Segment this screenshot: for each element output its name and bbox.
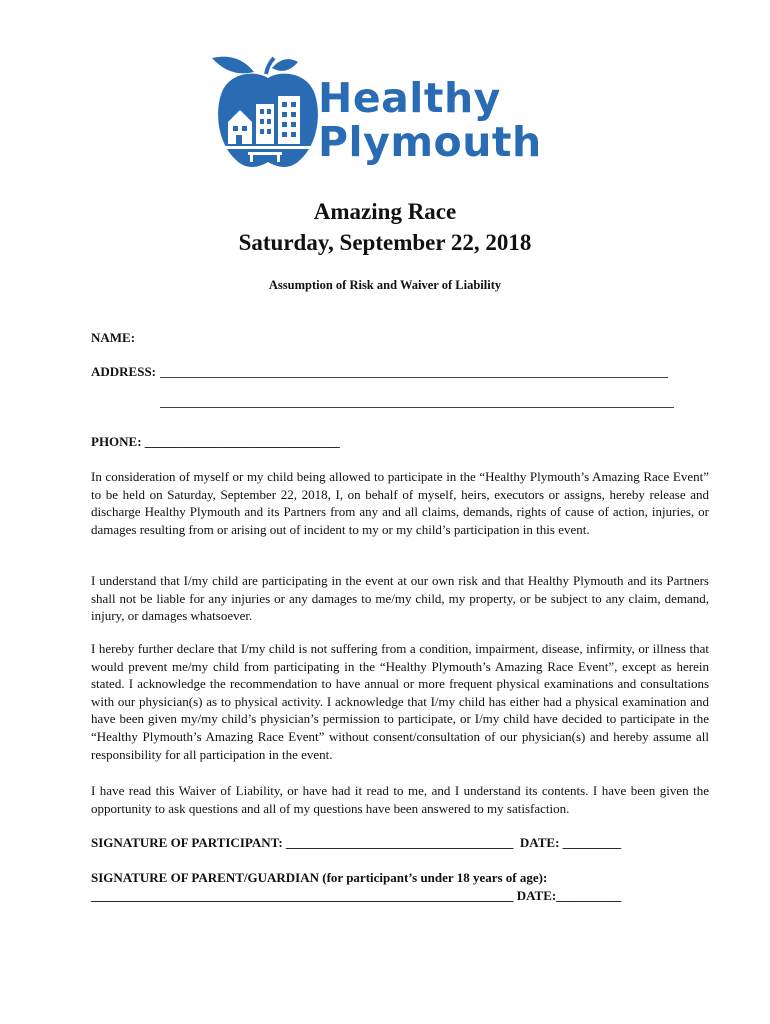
- address-line-2[interactable]: [160, 394, 674, 408]
- waiver-paragraph-1: In consideration of myself or my child being allowed to participate in the “Healthy Plymouth’s Amazing Race Event” to be held on Saturday, September 22, 2018, I, on behalf of myself, heirs, executors or assigns, hereby release and discharge Healthy Plymouth and its Partners from any and all claims, demands, rights of cause of action, injuries, or damages resulting from or arising out of incident to my or my child’s participation in this event.: [91, 469, 709, 537]
- page-title: Amazing Race: [313, 199, 457, 224]
- guardian-signature-label: SIGNATURE OF PARENT/GUARDIAN (for participant’s under 18 years of age):: [91, 870, 548, 885]
- participant-signature-line[interactable]: SIGNATURE OF PARTICIPANT: ___________________________________ DATE: _________: [91, 835, 622, 850]
- name-label: NAME:: [91, 330, 136, 345]
- phone-label[interactable]: PHONE: ______________________________: [91, 434, 340, 449]
- logo-wordmark: [318, 76, 542, 164]
- waiver-paragraph-2: I understand that I/my child are participating in the event at our own risk and that Healthy Plymouth and its Partners shall not be liable for any injuries or any damages to me/my child, my property, or be subject to any claim, demand, injury, or damages whatsoever.: [91, 573, 709, 624]
- form-subtitle: Assumption of Risk and Waiver of Liability: [268, 278, 502, 292]
- address-line-1[interactable]: [160, 364, 668, 378]
- address-label: ADDRESS:: [91, 364, 157, 379]
- waiver-paragraph-3: I hereby further declare that I/my child is not suffering from a condition, impairment, disease, infirmity, or illness that would prevent me/my child from participating in the “Healthy Plymouth’s Amazing Race Event”, except as herein stated. I acknowledge the recommendation to have annual or more frequent physical examinations and consultations with our physician(s) as to physical activity. I acknowledge that I/my child has either had a physical examination and have been given my/my child’s physician’s permission to participate, or I/my child have decided to participate in the “Healthy Plymouth’s Amazing Race Event” without consent/consultation of our physician(s) and hereby assume all responsibility for all participation in the event.: [91, 641, 709, 762]
- event-date: Saturday, September 22, 2018: [238, 230, 532, 255]
- logo-line-healthy: Healthy: [318, 74, 501, 122]
- waiver-paragraph-4: I have read this Waiver of Liability, or have had it read to me, and I understand its contents. I have been given the opportunity to ask questions and all of my questions have been answered to my satisfaction.: [91, 783, 709, 816]
- guardian-signature-line[interactable]: _________________________________________________________________ DATE:__________: [91, 888, 622, 903]
- logo-line-plymouth: Plymouth: [318, 118, 542, 166]
